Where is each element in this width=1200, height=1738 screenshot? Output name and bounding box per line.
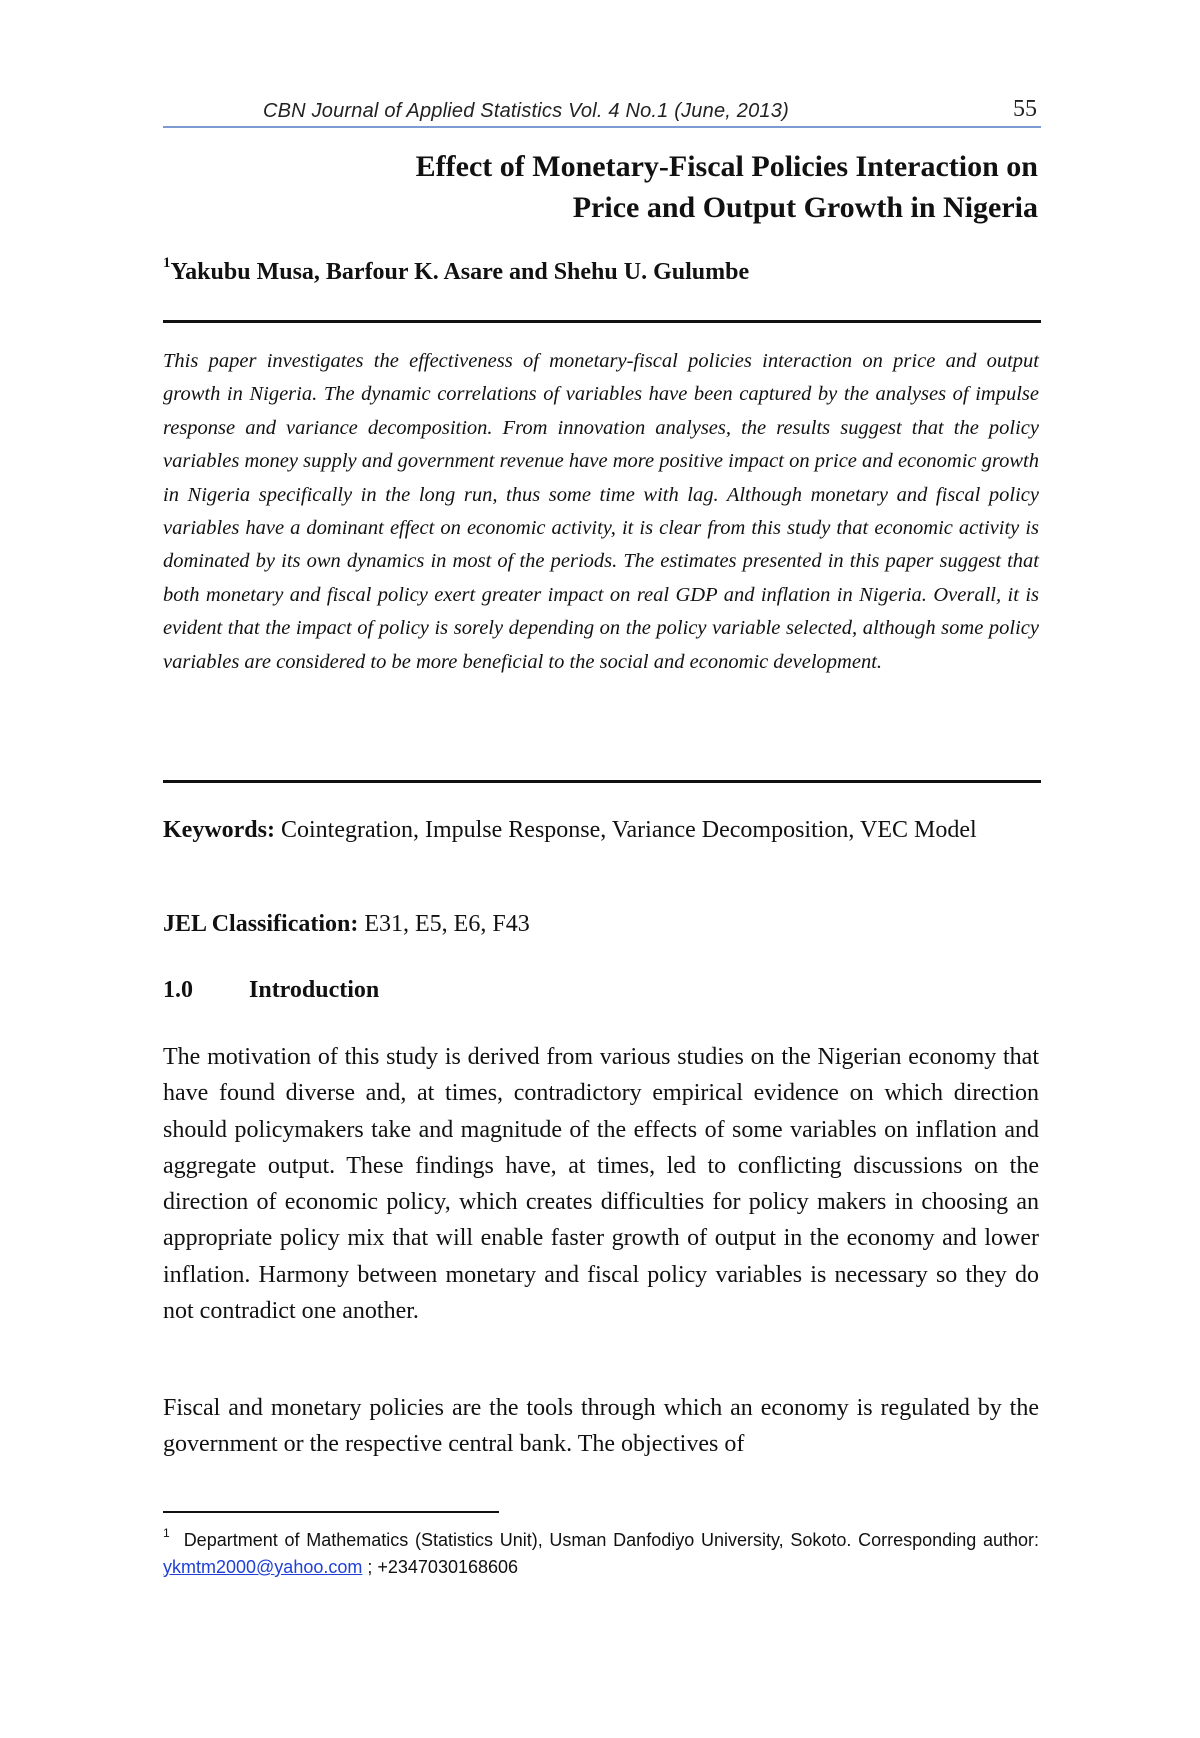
running-header xyxy=(163,96,1041,128)
jel-classification xyxy=(163,911,530,938)
abstract-top-rule xyxy=(163,320,1041,323)
paper-title xyxy=(163,146,1038,228)
footnote xyxy=(163,1522,1039,1581)
author-names: Yakubu Musa, Barfour K. Asare and Shehu U. Gulumbe xyxy=(170,259,750,285)
author-footnote-marker: 1 xyxy=(163,255,171,271)
section-title: Introduction xyxy=(249,977,380,1003)
section-number: 1.0 xyxy=(163,977,193,1003)
abstract: This paper investigates the effectiveness of monetary-fiscal policies interaction on price and output growth in Nigeria. The dynamic correlations of variables have been captured by the analyses of impulse response and variance decomposition. From innovation analyses, the results suggest that the policy variables money supply and government revenue have more positive impact on price and economic growth in Nigeria specifically in the long run, thus some time with lag. Although monetary and fiscal policy variables have a dominant effect on economic activity, it is clear from this study that economic activity is dominated by its own dynamics in most of the periods. The estimates presented in this paper suggest that both monetary and fiscal policy exert greater impact on real GDP and inflation in Nigeria. Overall, it is evident that the impact of policy is sorely depending on the policy variable selected, although some policy variables are considered to be more beneficial to the social and economic development. xyxy=(163,350,1039,673)
journal-citation: CBN Journal of Applied Statistics Vol. 4 No.1 (June, 2013) xyxy=(263,100,789,122)
body-paragraph: The motivation of this study is derived from various studies on the Nigerian economy that have found diverse and, at times, contradictory empirical evidence on which direction should policymakers take and magnitude of the effects of some variables on inflation and aggregate output. These findings have, at times, led to conflicting discussions on the direction of economic policy, which creates difficulties for policy makers in choosing an appropriate policy mix that will enable faster growth of output in the economy and lower inflation. Harmony between monetary and fiscal policy variables is necessary so they do not contradict one another. xyxy=(163,1044,1039,1325)
keywords-label: Keywords: xyxy=(163,817,275,843)
jel-codes: E31, E5, E6, F43 xyxy=(364,911,530,937)
footnote-affiliation: Department of Mathematics (Statistics Unit), Usman Danfodiyo University, Sokoto. xyxy=(183,1530,852,1550)
title-line-1: Effect of Monetary-Fiscal Policies Interaction on xyxy=(415,150,1038,183)
page-number: 55 xyxy=(1013,96,1037,122)
header-rule xyxy=(163,126,1041,128)
footnote-rule xyxy=(163,1511,499,1513)
body-paragraph: Fiscal and monetary policies are the tools through which an economy is regulated by the government or the respective central bank. The objectives of xyxy=(163,1395,1039,1458)
keywords xyxy=(163,812,1039,848)
corresponding-author-label: Corresponding author: xyxy=(858,1530,1039,1550)
footnote-marker: 1 xyxy=(163,1526,170,1540)
section-heading xyxy=(163,977,379,1004)
author-list xyxy=(163,255,750,286)
author-phone: ; +2347030168606 xyxy=(367,1557,519,1577)
abstract-bottom-rule xyxy=(163,780,1041,783)
jel-label: JEL Classification: xyxy=(163,911,359,937)
author-email-link[interactable]: ykmtm2000@yahoo.com xyxy=(163,1557,363,1577)
title-line-2: Price and Output Growth in Nigeria xyxy=(572,191,1038,224)
keywords-text: Cointegration, Impulse Response, Variance Decomposition, VEC Model xyxy=(280,817,977,843)
